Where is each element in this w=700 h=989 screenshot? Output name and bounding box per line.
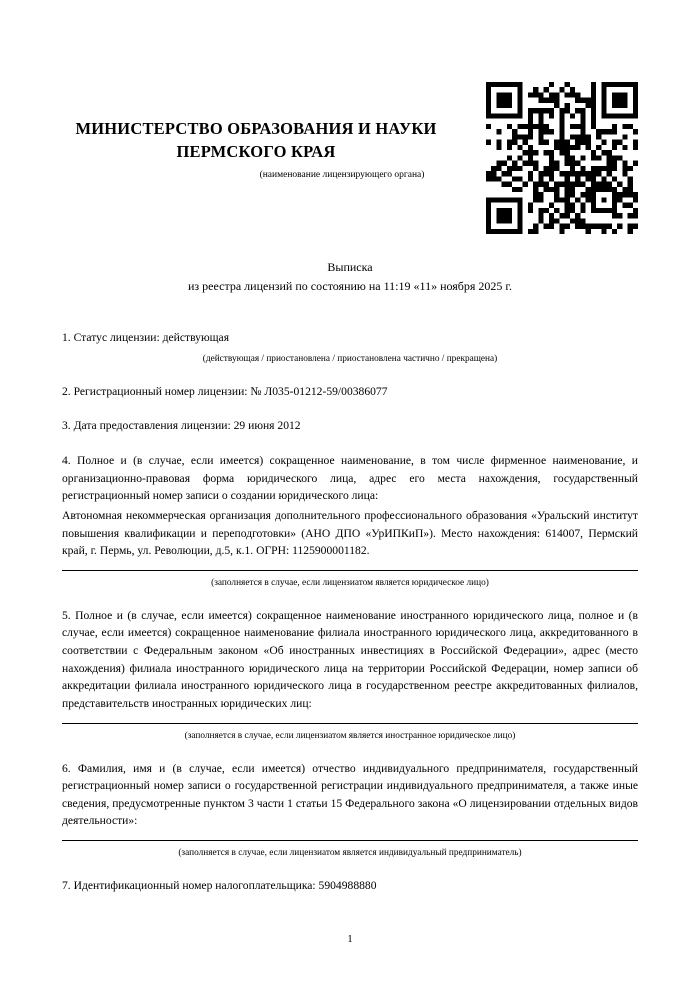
divider bbox=[62, 840, 638, 841]
item-status bbox=[62, 329, 638, 366]
item-individual-entrepreneur-note: (заполняется в случае, если лицензиатом является индивидуальный предприниматель) bbox=[178, 848, 522, 859]
item-reg-number-text: 2. Регистрационный номер лицензии: № Л035-01212-59/00386077 bbox=[62, 384, 388, 398]
item-foreign-entity-text: 5. Полное и (в случае, если имеется) сокращенное наименование иностранного юридического лица, полное и (в случае, если имеется) сокращенное наименование филиала иностранного юридического лица, аккредитованного в соответствии с Федеральным законом «Об иностранных инвестициях в Российской Федерации», адрес (место нахождения) филиала иностранного юридического лица на территории Российской Федерации, номер записи об аккредитации филиала иностранного юридического лица в государственном реестре аккредитованных филиалов, представительств иностранных юридических лиц: bbox=[62, 608, 638, 710]
item-inn-text: 7. Идентификационный номер налогоплательщика: 5904988880 bbox=[62, 879, 377, 893]
item-grant-date bbox=[62, 417, 638, 435]
item-status-text: 1. Статус лицензии: действующая bbox=[62, 331, 230, 345]
item-individual-entrepreneur-text: 6. Фамилия, имя и (в случае, если имеется) отчество индивидуального предпринимателя, государственный регистрационный номер записи о государственной регистрации индивидуального предпринимателя, а также иные сведения, предусмотренные пунктом 3 части 1 статьи 15 Федерального закона «О лицензировании отдельных видов деятельности»: bbox=[62, 761, 638, 828]
item-foreign-entity bbox=[62, 607, 638, 743]
divider bbox=[62, 723, 638, 724]
divider bbox=[62, 570, 638, 571]
page-number: 1 bbox=[347, 933, 353, 945]
item-legal-entity-text: 4. Полное и (в случае, если имеется) сокращенное наименование, в том числе фирменное наименование, и организационно-правовая форма юридического лица, адрес его места нахождения, государственный регистрационный номер записи о создании юридического лица: bbox=[62, 454, 638, 503]
page-title: МИНИСТЕРСТВО ОБРАЗОВАНИЯ И НАУКИ ПЕРМСКОГО КРАЯ bbox=[75, 119, 437, 161]
item-status-note: (действующая / приостановлена / приостановлена частично / прекращена) bbox=[202, 353, 498, 364]
org-subtitle: (наименование лицензирующего органа) bbox=[259, 169, 425, 180]
item-foreign-entity-note: (заполняется в случае, если лицензиатом является иностранное юридическое лицо) bbox=[184, 730, 516, 741]
doc-title-line-1: Выписка bbox=[327, 259, 373, 274]
qr-code-icon bbox=[486, 82, 638, 234]
item-reg-number bbox=[62, 383, 638, 401]
item-legal-entity-note: (заполняется в случае, если лицензиатом является юридическое лицо) bbox=[211, 577, 489, 588]
item-individual-entrepreneur bbox=[62, 760, 638, 861]
item-inn bbox=[62, 877, 638, 895]
item-grant-date-text: 3. Дата предоставления лицензии: 29 июня 2012 bbox=[62, 419, 301, 433]
doc-title-line-2: из реестра лицензий по состоянию на 11:19 «11» ноября 2025 г. bbox=[188, 279, 512, 294]
item-legal-entity bbox=[62, 452, 638, 590]
document-body bbox=[62, 329, 638, 895]
document-title-block bbox=[62, 258, 638, 298]
item-legal-entity-value: Автономная некоммерческая организация дополнительного профессионального образования «Уральский институт повышения квалификации и переподготовки» (АНО ДПО «УрИПКиП»). Место нахождения: 614007, Пермский край, г. Пермь, ул. Революции, д.5, к.1. ОГРН: 1125900001182. bbox=[62, 508, 638, 558]
